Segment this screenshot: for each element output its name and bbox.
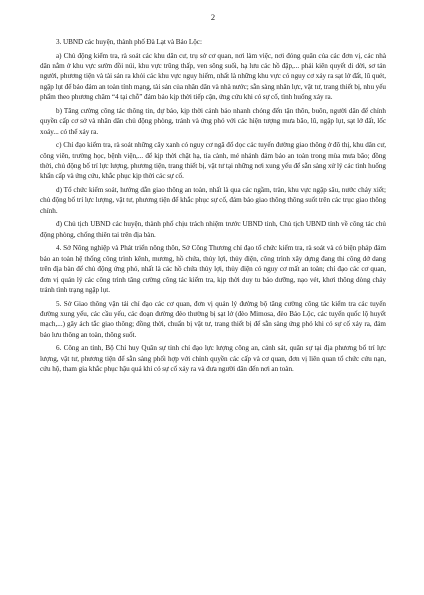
paragraph-4: 4. Sở Nông nghiệp và Phát triển nông thôn, Sở Công Thương chỉ đạo tổ chức kiểm tra, rà soát và có biện pháp đảm bảo an toàn hệ thống công trình kênh, mương, hồ chứa, thủy lợi, thủy điện, công trình xây dựng đang thi công dở dang trên địa bàn để chủ động ứng phó, nhất là các hồ chứa thủy lợi, thủy điện có nguy cơ mất an toàn; chỉ đạo các cơ quan, đơn vị quản lý các công trình tăng cường công tác kiểm tra, kịp thời duy tu bảo dưỡng, nạo vét, khơi thông dòng chảy tránh tình trạng ngập lụt. — [40, 244, 386, 295]
page-number: 2 — [210, 12, 216, 22]
paragraph-3b: b) Tăng cường công tác thông tin, dự báo, kịp thời cảnh báo nhanh chóng đến tận thôn, buôn, người dân để chính quyền cấp cơ sở và nhân dân chủ động phòng, tránh và ứng phó với các hiện tượng mưa bão, lũ, ngập lụt, sạt lở đất, lốc xoáy... có thể xảy ra. — [40, 106, 386, 136]
paragraph-3c: c) Chỉ đạo kiểm tra, rà soát những cây xanh có nguy cơ ngã đổ dọc các tuyến đường giao thông ở đô thị, khu dân cư, công viên, trường học, bệnh viện,... để kịp thời chặt hạ, tỉa cành, mé nhánh đảm bảo an toàn trong mùa mưa bão; đồng thời, chủ động bố trí lực lượng, phương tiện, trang thiết bị, vật tư tại những nơi xung yếu để sẵn sàng xử lý các tình huống khẩn cấp và ứng cứu, khắc phục kịp thời các sự cố. — [40, 141, 386, 181]
paragraph-3a: a) Chủ động kiểm tra, rà soát các khu dân cư, trụ sở cơ quan, nơi làm việc, nơi đóng quân của các đơn vị, các nhà dân nằm ở khu vực sườn đồi núi, khu vực trũng thấp, ven sông suối, hạ lưu các hồ đập,... phải kiên quyết di dời, sơ tán người, phương tiện và tài sản ra khỏi các khu vực nguy hiểm, nhất là những khu vực có nguy cơ xảy ra sạt lở đất, lũ quét, ngập lụt để bảo đảm an toàn tính mạng, tài sản của nhân dân và nhà nước; sẵn sàng nhân lực, vật tư, trang thiết bị, nhu yếu phẩm theo phương châm “4 tại chỗ” đảm bảo kịp thời tiếp cận, ứng cứu khi có sự cố, tình huống xảy ra. — [40, 51, 386, 102]
paragraph-6: 6. Công an tỉnh, Bộ Chỉ huy Quân sự tỉnh chỉ đạo lực lượng công an, cảnh sát, quân sự tại địa phương bố trí lực lượng, vật tư, phương tiện để sẵn sàng phối hợp với chính quyền các cấp và cơ quan, đơn vị liên quan tổ chức cứu nạn, cứu hộ, tham gia khắc phục hậu quả khi có sự cố xảy ra và đưa người dân đến nơi an toàn. — [40, 344, 386, 374]
paragraph-5: 5. Sở Giao thông vận tải chỉ đạo các cơ quan, đơn vị quản lý đường bộ tăng cường công tác kiểm tra các tuyến đường xung yếu, các cầu yếu, các đoạn đường đèo thường bị sạt lở (đèo Mimosa, đèo Bảo Lộc, các tuyến quốc lộ huyết mạch,...) gây ách tắc giao thông; đồng thời, chuẩn bị vật tư, trang thiết bị để sẵn sàng ứng phó khi có sự cố xảy ra, đảm bảo lưu thông an toàn, thông suốt. — [40, 299, 386, 339]
paragraph-3dd: đ) Chủ tịch UBND các huyện, thành phố chịu trách nhiệm trước UBND tỉnh, Chủ tịch UBND tỉnh về công tác chủ động phòng, chống thiên tai trên địa bàn. — [40, 220, 386, 239]
paragraph-3d: d) Tổ chức kiểm soát, hướng dẫn giao thông an toàn, nhất là qua các ngầm, tràn, khu vực ngập sâu, nước chảy xiết; chủ động bố trí lực lượng, vật tư, phương tiện để khắc phục sự cố, đảm bảo giao thông thông suốt trên các trục giao thông chính. — [40, 186, 386, 215]
section-heading-3: 3. UBND các huyện, thành phố Đà Lạt và Bảo Lộc: — [56, 38, 202, 46]
